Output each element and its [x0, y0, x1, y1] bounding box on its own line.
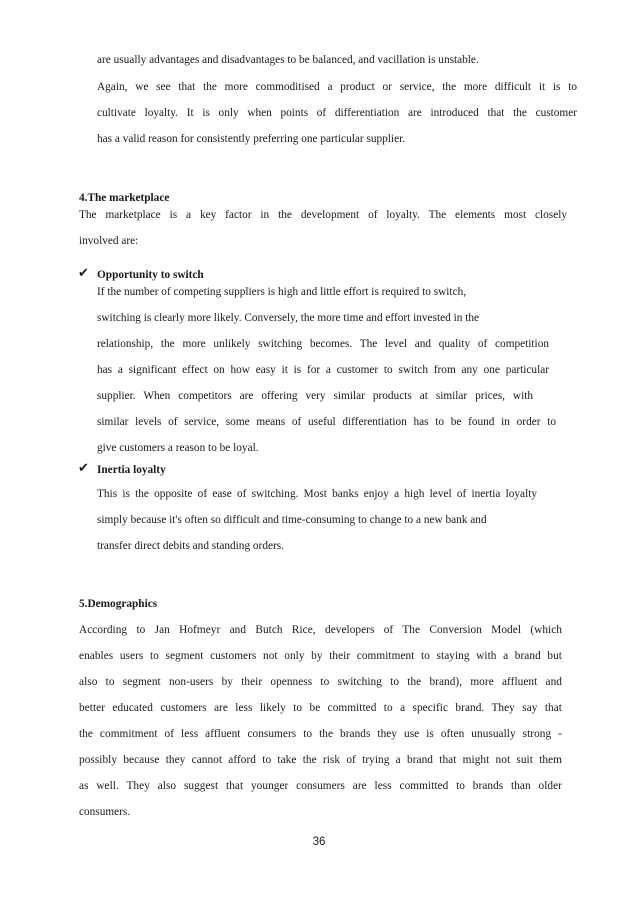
intro-text-3: cultivate loyalty. It is only when points of differentiation are introduced that the customer	[97, 107, 577, 119]
bullet1-line-6	[97, 415, 556, 429]
demographics-line-6	[79, 753, 562, 767]
demographics-text-7: as well. They also suggest that younger consumers are less committed to brands than older	[79, 780, 562, 792]
bullet-title-inertia-loyalty: Inertia loyalty	[97, 464, 166, 476]
demographics-line-7	[79, 779, 562, 793]
demographics-text-2: enables users to segment customers not only by their commitment to staying with a brand but	[79, 650, 562, 662]
bullet1-text-4: has a significant effect on how easy it is for a customer to switch from any one particular	[97, 364, 549, 376]
marketplace-line-2: involved are:	[79, 235, 139, 247]
intro-text-4: has a valid reason for consistently preferring one particular supplier.	[97, 133, 406, 145]
bullet1-line-3	[97, 337, 549, 351]
bullet2-line-1	[97, 487, 537, 501]
demographics-line-8: consumers.	[79, 806, 131, 818]
demographics-line-4	[79, 701, 562, 715]
bullet1-text-6: similar levels of service, some means of useful differentiation has to be found in order to	[97, 416, 556, 428]
demographics-text-4: better educated customers are less likely to be committed to a specific brand. They say that	[79, 702, 562, 714]
bullet1-text-3: relationship, the more unlikely switching becomes. The level and quality of competition	[97, 338, 549, 350]
demographics-line-5	[79, 727, 562, 741]
bullet1-line-5	[97, 389, 533, 403]
section-heading-marketplace: 4.The marketplace	[79, 192, 170, 204]
intro-line-2	[97, 80, 577, 94]
demographics-line-2	[79, 649, 562, 663]
demographics-text-5: the commitment of less affluent consumers to the brands they use is often unusually strong -	[79, 728, 562, 740]
page-number: 36	[312, 836, 326, 848]
intro-text-2: Again, we see that the more commoditised a product or service, the more difficult it is to	[97, 81, 577, 93]
checkmark-icon: ✔	[78, 266, 89, 281]
bullet1-line-7: give customers a reason to be loyal.	[97, 442, 259, 454]
bullet1-line-2: switching is clearly more likely. Conversely, the more time and effort invested in the	[97, 312, 480, 324]
demographics-line-3	[79, 675, 562, 689]
bullet1-line-1: If the number of competing suppliers is high and little effort is required to switch,	[97, 286, 467, 298]
bullet2-line-2: simply because it's often so difficult and time-consuming to change to a new bank and	[97, 514, 487, 526]
bullet2-line-3: transfer direct debits and standing orders.	[97, 540, 284, 552]
checkmark-icon: ✔	[78, 461, 89, 476]
section-heading-demographics: 5.Demographics	[79, 598, 158, 610]
marketplace-text-1: The marketplace is a key factor in the development of loyalty. The elements most closely	[79, 209, 567, 221]
marketplace-line-1	[79, 208, 567, 222]
intro-line-3	[97, 106, 577, 120]
intro-line-4	[97, 132, 405, 146]
bullet1-line-4	[97, 363, 549, 377]
demographics-text-1: According to Jan Hofmeyr and Butch Rice, developers of The Conversion Model (which	[79, 624, 562, 636]
demographics-text-3: also to segment non-users by their openness to switching to the brand), more affluent and	[79, 676, 562, 688]
bullet2-text-1: This is the opposite of ease of switching. Most banks enjoy a high level of inertia loyalty	[97, 488, 537, 500]
demographics-line-1	[79, 623, 562, 637]
intro-line-1	[97, 53, 479, 67]
demographics-text-6: possibly because they cannot afford to take the risk of trying a brand that might not suit them	[79, 754, 562, 766]
bullet1-text-5: supplier. When competitors are offering very similar products at similar prices, with	[97, 390, 533, 402]
intro-text-1: are usually advantages and disadvantages to be balanced, and vacillation is unstable.	[97, 54, 479, 66]
bullet-title-opportunity-to-switch: Opportunity to switch	[97, 269, 204, 281]
